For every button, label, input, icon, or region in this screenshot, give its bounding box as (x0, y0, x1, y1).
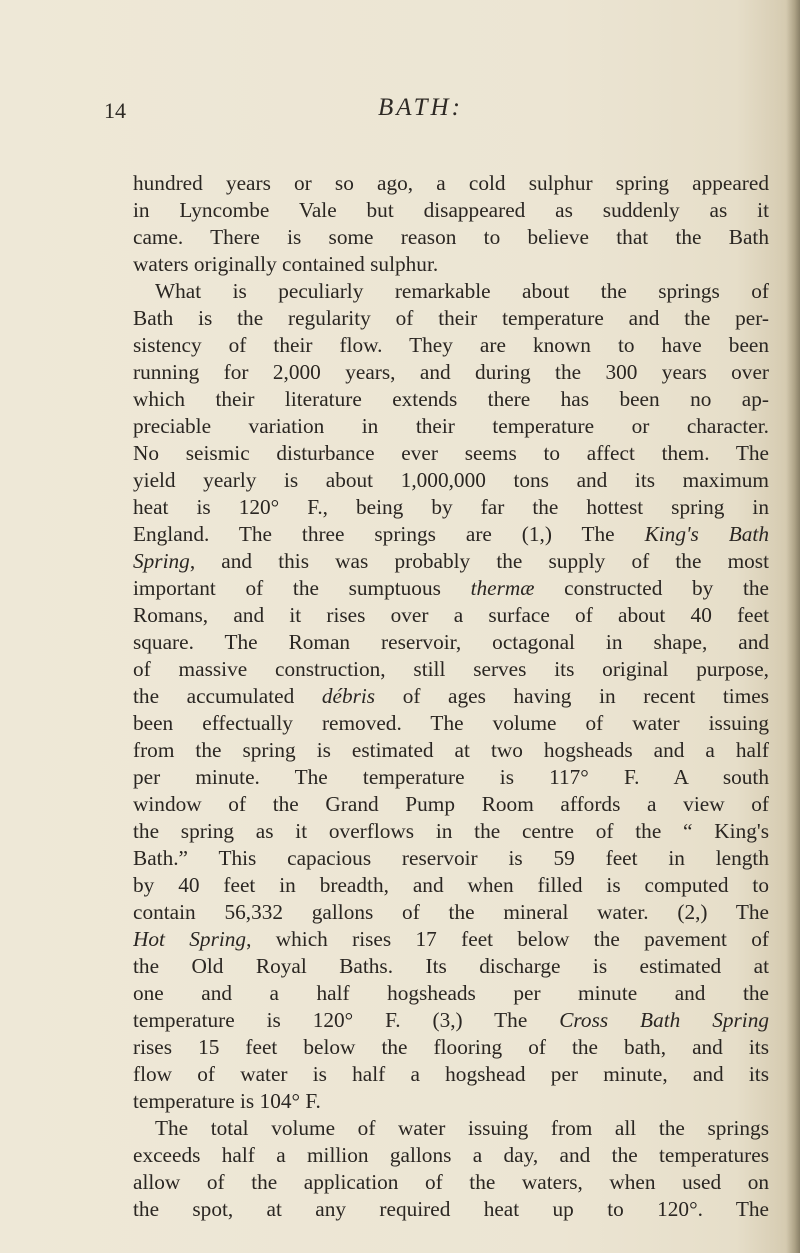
text-line: Hot Spring, which rises 17 feet below the pavement of (133, 927, 769, 951)
text-line: England. The three springs are (1,) The King's Bath (133, 522, 769, 546)
text-line: contain 56,332 gallons of the mineral water. (2,) The (133, 900, 769, 924)
page-edge-shadow (786, 0, 800, 1253)
text-line: the accumulated débris of ages having in recent times (133, 684, 769, 708)
text-line: hundred years or so ago, a cold sulphur spring appeared (133, 171, 769, 195)
page-number: 14 (104, 98, 126, 123)
text-line: the spring as it overflows in the centre of the “ King's (133, 819, 769, 843)
text-line: been effectually removed. The volume of water issuing (133, 711, 769, 735)
text-line: waters originally contained sulphur. (133, 252, 439, 276)
text-line: Romans, and it rises over a surface of about 40 feet (133, 603, 769, 627)
text-line: per minute. The temperature is 117° F. A south (133, 765, 769, 789)
text-line: important of the sumptuous thermæ constructed by the (133, 576, 769, 600)
text-line: by 40 feet in breadth, and when filled is computed to (133, 873, 769, 897)
running-title: BATH: (378, 94, 463, 121)
text-line: running for 2,000 years, and during the 300 years over (133, 360, 769, 384)
text-line: Bath.” This capacious reservoir is 59 feet in length (133, 846, 769, 870)
running-head (0, 94, 800, 130)
body-text (133, 170, 769, 1223)
text-line: temperature is 104° F. (133, 1089, 321, 1113)
text-line: sistency of their flow. They are known to have been (133, 333, 769, 357)
text-line: the spot, at any required heat up to 120°. The (133, 1197, 769, 1221)
text-line: one and a half hogsheads per minute and the (133, 981, 769, 1005)
italic-term: King's Bath (644, 522, 769, 546)
text-line: the Old Royal Baths. Its discharge is estimated at (133, 954, 769, 978)
text-line: from the spring is estimated at two hogsheads and a half (133, 738, 769, 762)
text-line: No seismic disturbance ever seems to affect them. The (133, 441, 769, 465)
text-line: Spring, and this was probably the supply of the most (133, 549, 769, 573)
text-line: window of the Grand Pump Room affords a view of (133, 792, 769, 816)
text-line: allow of the application of the waters, when used on (133, 1170, 769, 1194)
text-line: rises 15 feet below the flooring of the bath, and its (133, 1035, 769, 1059)
text-line: flow of water is half a hogshead per minute, and its (133, 1062, 769, 1086)
text-line: preciable variation in their temperature or character. (133, 414, 769, 438)
text-line: temperature is 120° F. (3,) The Cross Bath Spring (133, 1008, 769, 1032)
italic-term: débris (321, 684, 376, 708)
text-line: Bath is the regularity of their temperature and the per- (133, 306, 769, 330)
text-line: What is peculiarly remarkable about the springs of (155, 279, 769, 303)
text-line: yield yearly is about 1,000,000 tons and its maximum (133, 468, 769, 492)
text-line: The total volume of water issuing from all the springs (155, 1116, 769, 1140)
italic-term: Cross Bath Spring (559, 1008, 769, 1032)
text-line: exceeds half a million gallons a day, and the temperatures (133, 1143, 769, 1167)
text-line: heat is 120° F., being by far the hottest spring in (133, 495, 769, 519)
text-line: came. There is some reason to believe that the Bath (133, 225, 769, 249)
text-line: which their literature extends there has been no ap- (133, 387, 769, 411)
italic-term: Spring (133, 549, 190, 573)
italic-term: thermæ (470, 576, 535, 600)
text-line: square. The Roman reservoir, octagonal in shape, and (133, 630, 769, 654)
italic-term: Hot Spring (133, 927, 247, 951)
text-line: of massive construction, still serves its original purpose, (133, 657, 769, 681)
text-line: in Lyncombe Vale but disappeared as suddenly as it (133, 198, 769, 222)
